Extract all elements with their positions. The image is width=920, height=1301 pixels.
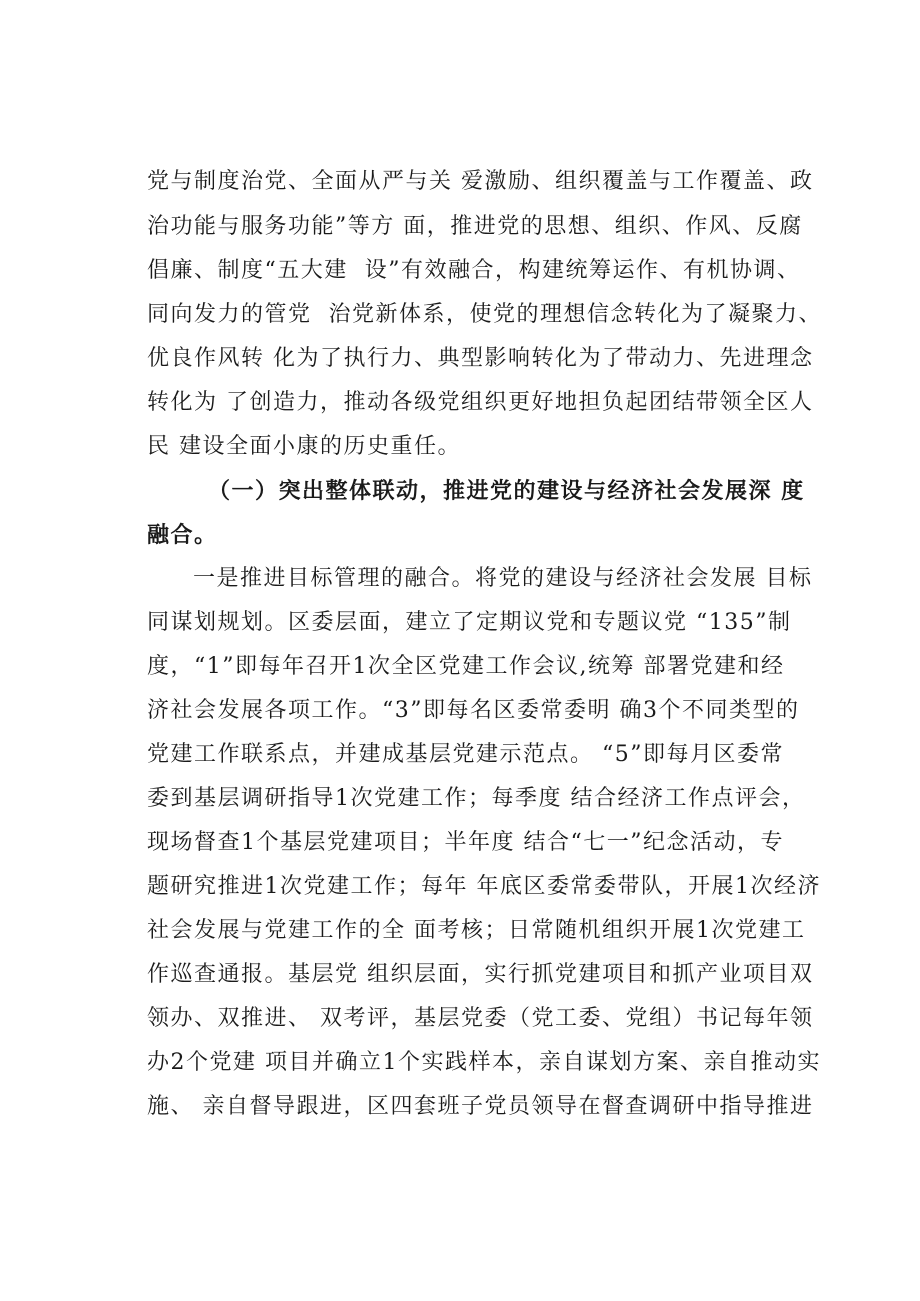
- body-text-line: 转化为 了创造力，推动各级党组织更好地担负起团结带领全区人: [147, 390, 814, 415]
- body-text-line: 治功能与服务功能”等方 面，推进党的思想、组织、作风、反腐: [147, 214, 803, 239]
- body-text-line: 施、 亲自督导跟进，区四套班子党员领导在督查调研中指导推进: [147, 1094, 814, 1119]
- body-text-line: 济社会发展各项工作。“3”即每名区委常委明 确3个不同类型的: [147, 698, 800, 723]
- body-text-line: 倡廉、制度“五大建 设”有效融合，构建统筹运作、有机协调、: [147, 258, 801, 283]
- paragraph-first-line: 一是推进目标管理的融合。将党的建设与经济社会发展 目标: [193, 566, 813, 591]
- section-heading: （一）突出整体联动，推进党的建设与经济社会发展深 度: [208, 478, 805, 504]
- body-text-line: 社会发展与党建工作的全 面考核；日常随机组织开展1次党建工: [147, 918, 806, 943]
- body-text-line: 办2个党建 项目并确立1个实践样本，亲自谋划方案、亲自推动实: [147, 1050, 821, 1075]
- body-text-line: 现场督查1个基层党建项目；半年度 结合“七一”纪念活动，专: [147, 830, 784, 855]
- body-text-line: 同向发力的管党 治党新体系，使党的理想信念转化为了凝聚力、: [147, 302, 822, 327]
- section-heading-continued: 融合。: [147, 522, 218, 548]
- body-text-line: 民 建设全面小康的历史重任。: [147, 434, 461, 459]
- body-text-line: 度，“1”即每年召开1次全区党建工作会议,统筹 部署党建和经: [147, 654, 785, 679]
- body-text-line: 同谋划规划。区委层面，建立了定期议党和专题议党 “135”制: [147, 610, 792, 635]
- body-text-line: 作巡查通报。基层党 组织层面，实行抓党建项目和抓产业项目双: [147, 962, 814, 987]
- body-text-line: 领办、双推进、 双考评，基层党委（党工委、党组）书记每年领: [147, 1006, 814, 1031]
- body-text-line: 委到基层调研指导1次党建工作；每季度 结合经济工作点评会，: [147, 786, 806, 811]
- body-text-line: 题研究推进1次党建工作；每年 年底区委常委带队，开展1次经济: [147, 874, 821, 899]
- body-text-line: 党建工作联系点，并建成基层党建示范点。 “5”即每月区委常: [147, 742, 784, 767]
- body-text-line: 党与制度治党、全面从严与关 爱激励、组织覆盖与工作覆盖、政: [147, 169, 814, 194]
- body-text-line: 优良作风转 化为了执行力、典型影响转化为了带动力、先进理念: [147, 346, 814, 371]
